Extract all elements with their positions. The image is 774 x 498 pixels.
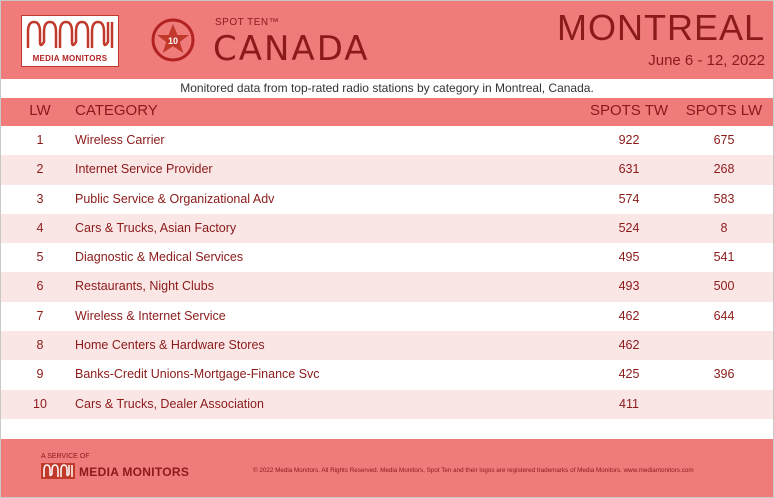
cell-category: Wireless & Internet Service	[75, 308, 226, 323]
table-row	[1, 126, 773, 155]
cell-spots-lw: 396	[713, 367, 735, 382]
cell-category: Banks-Credit Unions-Mortgage-Finance Svc	[75, 367, 320, 382]
cell-spots-tw: 462	[618, 338, 640, 353]
media-monitors-logo	[21, 15, 119, 67]
cell-lw: 6	[36, 279, 44, 294]
waveform-icon	[26, 20, 114, 50]
subtitle: Monitored data from top-rated radio stations by category in Montreal, Canada.	[1, 79, 773, 98]
table-row	[1, 243, 773, 272]
table-header	[1, 98, 773, 126]
cell-lw: 9	[36, 367, 44, 382]
header-lw: LW	[29, 102, 51, 119]
table-row	[1, 185, 773, 214]
cell-spots-tw: 493	[618, 279, 640, 294]
logo-label: MEDIA MONITORS	[32, 54, 108, 63]
table-row	[1, 302, 773, 331]
country-title: CANADA	[213, 29, 370, 69]
cell-spots-tw: 425	[618, 367, 640, 382]
footer-brand: MEDIA MONITORS	[79, 465, 190, 479]
cell-category: Internet Service Provider	[75, 162, 213, 177]
cell-lw: 7	[36, 308, 44, 323]
cell-spots-lw: 268	[713, 162, 735, 177]
table-row	[1, 272, 773, 301]
footer-waveform-icon	[41, 463, 75, 479]
cell-category: Restaurants, Night Clubs	[75, 279, 214, 294]
table-row	[1, 390, 773, 419]
cell-spots-tw: 574	[618, 191, 640, 206]
cell-category: Cars & Trucks, Asian Factory	[75, 220, 237, 235]
cell-spots-lw: 644	[713, 308, 735, 323]
cell-spots-tw: 462	[618, 308, 640, 323]
cell-spots-lw: 500	[713, 279, 735, 294]
copyright-text: © 2022 Media Monitors. All Rights Reserved. Media Monitors, Spot Ten and their logos are registered trademarks of Media Monitors. www.mediamonitors.com	[253, 467, 694, 474]
cell-lw: 1	[36, 133, 44, 147]
table-row	[1, 360, 773, 389]
header-category: CATEGORY	[75, 102, 158, 119]
cell-lw: 4	[36, 220, 44, 235]
cell-spots-tw: 631	[618, 162, 640, 177]
cell-lw: 2	[36, 162, 44, 177]
table-spacer	[1, 419, 773, 439]
cell-lw: 5	[36, 250, 44, 265]
cell-category: Public Service & Organizational Adv	[75, 191, 275, 206]
star-badge-icon	[151, 18, 195, 62]
cell-category: Diagnostic & Medical Services	[75, 250, 244, 265]
badge-number: 10	[167, 36, 179, 46]
table-row	[1, 331, 773, 360]
header	[1, 1, 773, 79]
cell-spots-lw: 541	[713, 250, 735, 265]
table-row	[1, 214, 773, 243]
cell-lw: 10	[33, 396, 47, 411]
cell-spots-tw: 495	[618, 250, 640, 265]
date-range: June 6 - 12, 2022	[648, 52, 765, 69]
cell-category: Wireless Carrier	[75, 133, 165, 147]
cell-spots-lw: 8	[720, 220, 728, 235]
cell-category: Home Centers & Hardware Stores	[75, 338, 265, 353]
cell-spots-lw: 583	[713, 191, 735, 206]
cell-lw: 3	[36, 191, 44, 206]
cell-spots-tw: 922	[618, 133, 640, 147]
cell-category: Cars & Trucks, Dealer Association	[75, 396, 264, 411]
table-row	[1, 155, 773, 184]
spot-ten-label: SPOT TEN™	[215, 17, 280, 28]
cell-spots-lw: 675	[713, 133, 735, 147]
header-spots-lw: SPOTS LW	[685, 102, 763, 119]
cell-lw: 8	[36, 338, 44, 353]
cell-spots-tw: 411	[619, 396, 639, 411]
city-title: MONTREAL	[556, 7, 765, 48]
footer-service-label: A SERVICE OF	[41, 453, 90, 460]
cell-spots-tw: 524	[618, 220, 640, 235]
ranking-table	[1, 98, 773, 419]
header-spots-tw: SPOTS TW	[589, 102, 669, 119]
